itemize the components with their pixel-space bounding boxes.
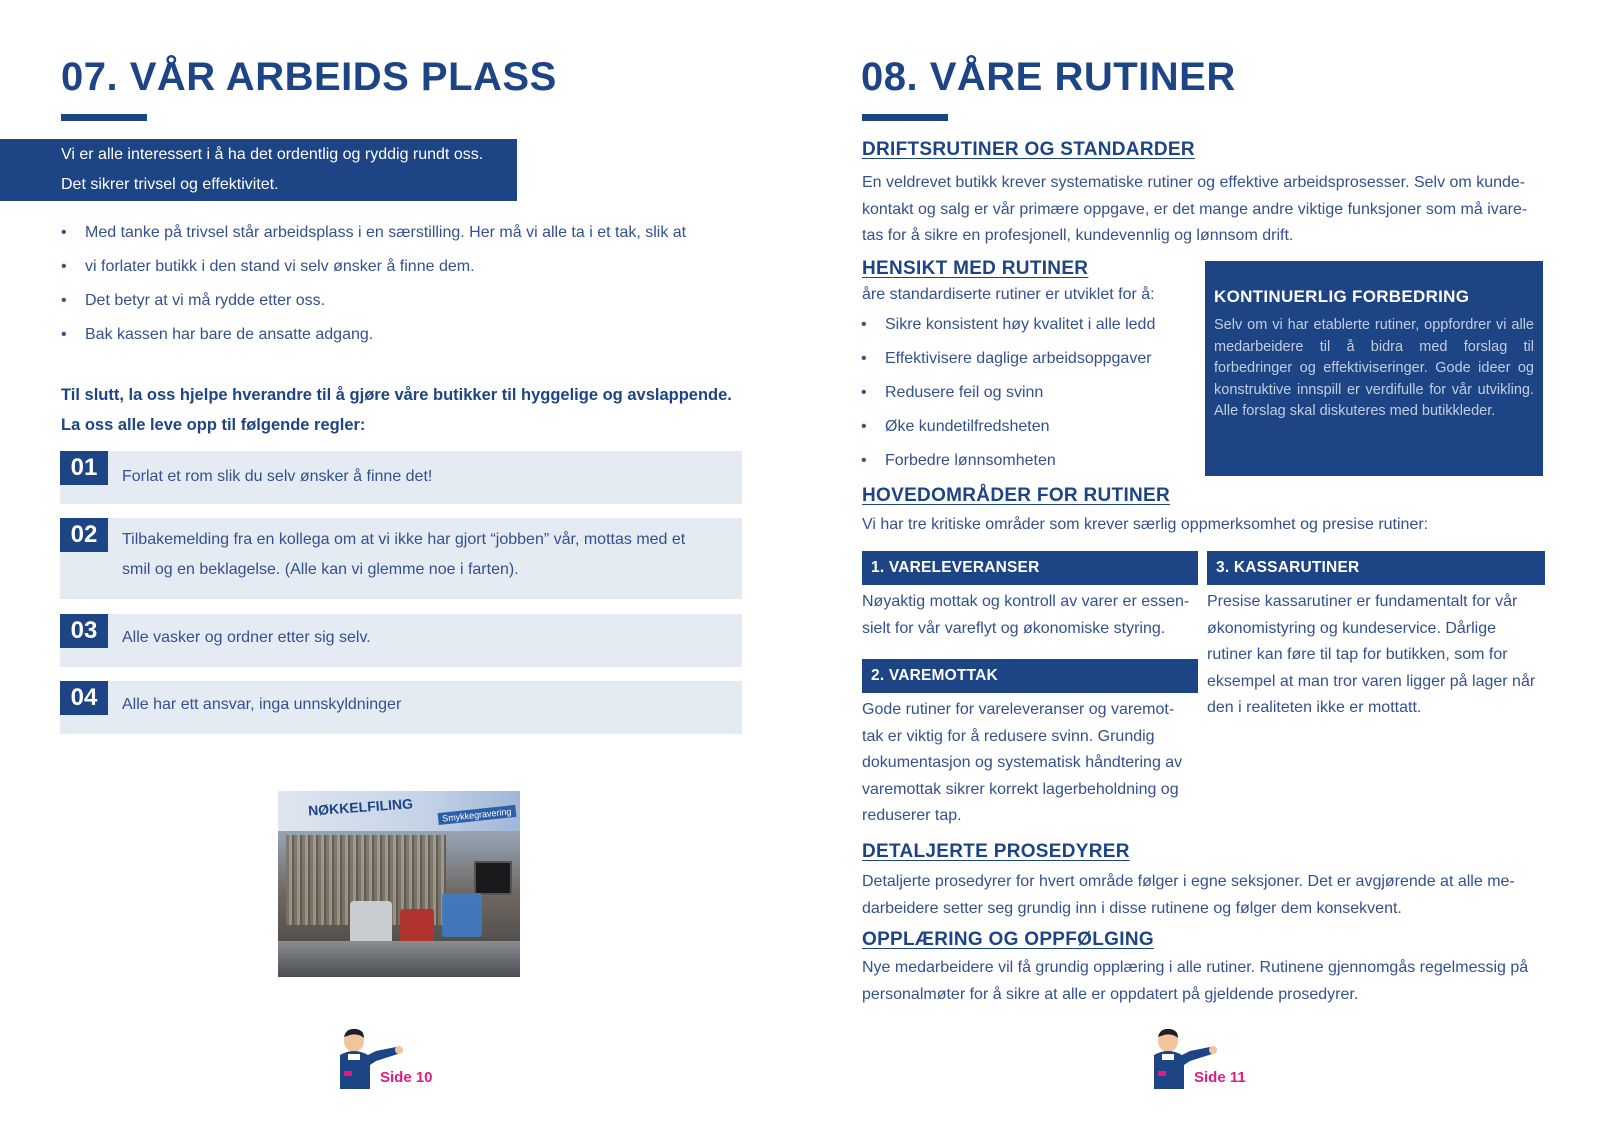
rule-card xyxy=(60,681,742,734)
paragraph-line: tas for å sikre en profesjonell, kundevennlig og lønnsom drift. xyxy=(862,227,1294,244)
area-text-varemottak xyxy=(862,697,1182,830)
heading-hensikt: HENSIKT MED RUTINER xyxy=(862,258,1089,279)
rule-text-line: smil og en beklagelse. (Alle kan vi glemme noe i farten). xyxy=(122,561,519,578)
rule-card xyxy=(60,518,742,599)
paragraph-line: darbeidere setter seg grundig inn i disse rutinene og følger dem konsekvent. xyxy=(862,899,1402,917)
paragraph-line: økonomistyring og kundeservice. Dårlige xyxy=(1207,619,1497,637)
area-text-vareleveranser xyxy=(862,589,1189,642)
intro-banner xyxy=(0,139,517,201)
page-number-left: Side 10 xyxy=(380,1069,433,1086)
paragraph-line: Detaljerte prosedyrer for hvert område følger i egne seksjoner. Det er avgjørende at alle me- xyxy=(862,873,1515,890)
page-title-right: 08. VÅRE RUTINER xyxy=(861,55,1236,99)
photo-monitor xyxy=(474,861,512,895)
hoved-intro: Vi har tre kritiske områder som krever særlig oppmerksomhet og presise rutiner: xyxy=(862,516,1429,533)
box-text: Selv om vi har etablerte rutiner, oppfordrer vi alle medarbeidere til å bidra med forslag til forbedringer og effektiviseringer. Gode ideer og konstruktive innspill er verdifulle for vår utvikling. Alle forslag skal diskuteres med butikkleder. xyxy=(1214,317,1534,419)
closing-line: Til slutt, la oss hjelpe hverandre til å gjøre våre butikker til hyggelige og avslappende. xyxy=(61,386,732,404)
list-item: • vi forlater butikk i den stand vi selv ønsker å finne dem. xyxy=(61,257,686,291)
continuous-improvement-box xyxy=(1205,261,1543,476)
list-item: • Forbedre lønnsomheten xyxy=(861,451,1155,485)
paragraph-line: varemottak sikrer korrekt lagerbeholdning og xyxy=(862,780,1179,798)
list-item: • Bak kassen har bare de ansatte adgang. xyxy=(61,325,686,359)
heading-hoved: HOVEDOMRÅDER FOR RUTINER xyxy=(862,485,1171,506)
area-bar-vareleveranser: 1. VARELEVERANSER xyxy=(862,551,1198,585)
hensikt-intro: åre standardiserte rutiner er utviklet for å: xyxy=(862,286,1155,303)
page-number-right: Side 11 xyxy=(1194,1069,1246,1086)
rule-text: Alle har ett ansvar, inga unnskyldninger xyxy=(122,696,402,713)
list-item: • Det betyr at vi må rydde etter oss. xyxy=(61,291,686,325)
rule-text: Alle vasker og ordner etter sig selv. xyxy=(122,629,371,646)
paragraph-line: rutiner kan føre til tap for butikken, som for xyxy=(1207,646,1508,663)
rule-card xyxy=(60,614,742,667)
paragraph-line: eksempel at man tror varen ligger på lager når xyxy=(1207,672,1536,690)
hensikt-bullets xyxy=(861,315,1155,485)
paragraph-line: En veldrevet butikk krever systematiske rutiner og effektive arbeidsprosesser. Selv om kunde- xyxy=(862,174,1526,191)
rule-card xyxy=(60,451,742,504)
intro-line: Det sikrer trivsel og effektivitet. xyxy=(61,176,279,193)
paragraph-drift xyxy=(862,170,1527,250)
paragraph-line: kontakt og salg er vår primære oppgave, er det mange andre viktige funksjoner som må ivare- xyxy=(862,200,1528,218)
photo-sign-sub: Smykkegravering xyxy=(438,805,516,825)
heading-drift: DRIFTSRUTINER OG STANDARDER xyxy=(862,139,1195,160)
area-text-kassarutiner xyxy=(1207,589,1535,722)
paragraph-line: sielt for vår vareflyt og økonomiske styring. xyxy=(862,619,1166,637)
paragraph-line: Presise kassarutiner er fundamentalt for vår xyxy=(1207,593,1518,610)
paragraph-line: Nøyaktig mottak og kontroll av varer er essen- xyxy=(862,593,1190,610)
rule-text-line: Tilbakemelding fra en kollega om at vi ikke har gjort “jobben” vår, mottas med et xyxy=(122,531,686,548)
key-machine xyxy=(442,893,482,937)
rule-text: Forlat et rom slik du selv ønsker å finne det! xyxy=(122,468,433,485)
workplace-bullets xyxy=(61,223,686,359)
area-bar-kassarutiner: 3. KASSARUTINER xyxy=(1207,551,1545,585)
intro-line: Vi er alle interessert i å ha det ordentlig og ryddig rundt oss. xyxy=(61,146,484,163)
paragraph-line: den i realiteten ikke er mottatt. xyxy=(1207,699,1422,716)
paragraph-line: Gode rutiner for vareleveranser og varemot- xyxy=(862,701,1175,718)
title-underbar-right xyxy=(862,114,948,121)
list-item: • Redusere feil og svinn xyxy=(861,383,1155,417)
paragraph-detaljerte xyxy=(862,869,1515,922)
paragraph-line: reduserer tap. xyxy=(862,807,962,824)
rule-number: 04 xyxy=(60,681,108,715)
paragraph-line: tak er viktig for å redusere svinn. Grundig xyxy=(862,727,1155,745)
title-underbar-left xyxy=(61,114,147,121)
photo-counter xyxy=(278,941,520,977)
box-title: KONTINUERLIG FORBEDRING xyxy=(1214,287,1470,306)
paragraph-line: dokumentasjon og systematisk håndtering av xyxy=(862,754,1183,771)
list-item: • Øke kundetilfredsheten xyxy=(861,417,1155,451)
list-item: • Effektivisere daglige arbeidsoppgaver xyxy=(861,349,1155,383)
photo-sign-text: NØKKELFILING xyxy=(307,795,414,819)
paragraph-line: personalmøter for å sikre at alle er oppdatert på gjeldende prosedyrer. xyxy=(862,985,1359,1003)
paragraph-line: Nye medarbeidere vil få grundig opplæring i alle rutiner. Rutinene gjennomgås regelmessig på xyxy=(862,959,1529,976)
heading-detaljerte: DETALJERTE PROSEDYRER xyxy=(862,841,1130,862)
rule-number: 03 xyxy=(60,614,108,648)
closing-line: La oss alle leve opp til følgende regler: xyxy=(61,416,366,434)
area-bar-varemottak: 2. VAREMOTTAK xyxy=(862,659,1198,693)
closing-statement xyxy=(61,380,732,440)
rule-text xyxy=(122,525,685,585)
heading-opplaering: OPPLÆRING OG OPPFØLGING xyxy=(862,929,1154,950)
paragraph-opplaering xyxy=(862,955,1528,1008)
rule-number: 01 xyxy=(60,451,108,485)
page-title-left: 07. VÅR ARBEIDS PLASS xyxy=(61,55,557,99)
rule-number: 02 xyxy=(60,518,108,552)
store-photo xyxy=(278,791,520,977)
list-item: • Sikre konsistent høy kvalitet i alle ledd xyxy=(861,315,1155,349)
list-item: • Med tanke på trivsel står arbeidsplass i en særstilling. Her må vi alle ta i et tak, slik at xyxy=(61,223,686,257)
